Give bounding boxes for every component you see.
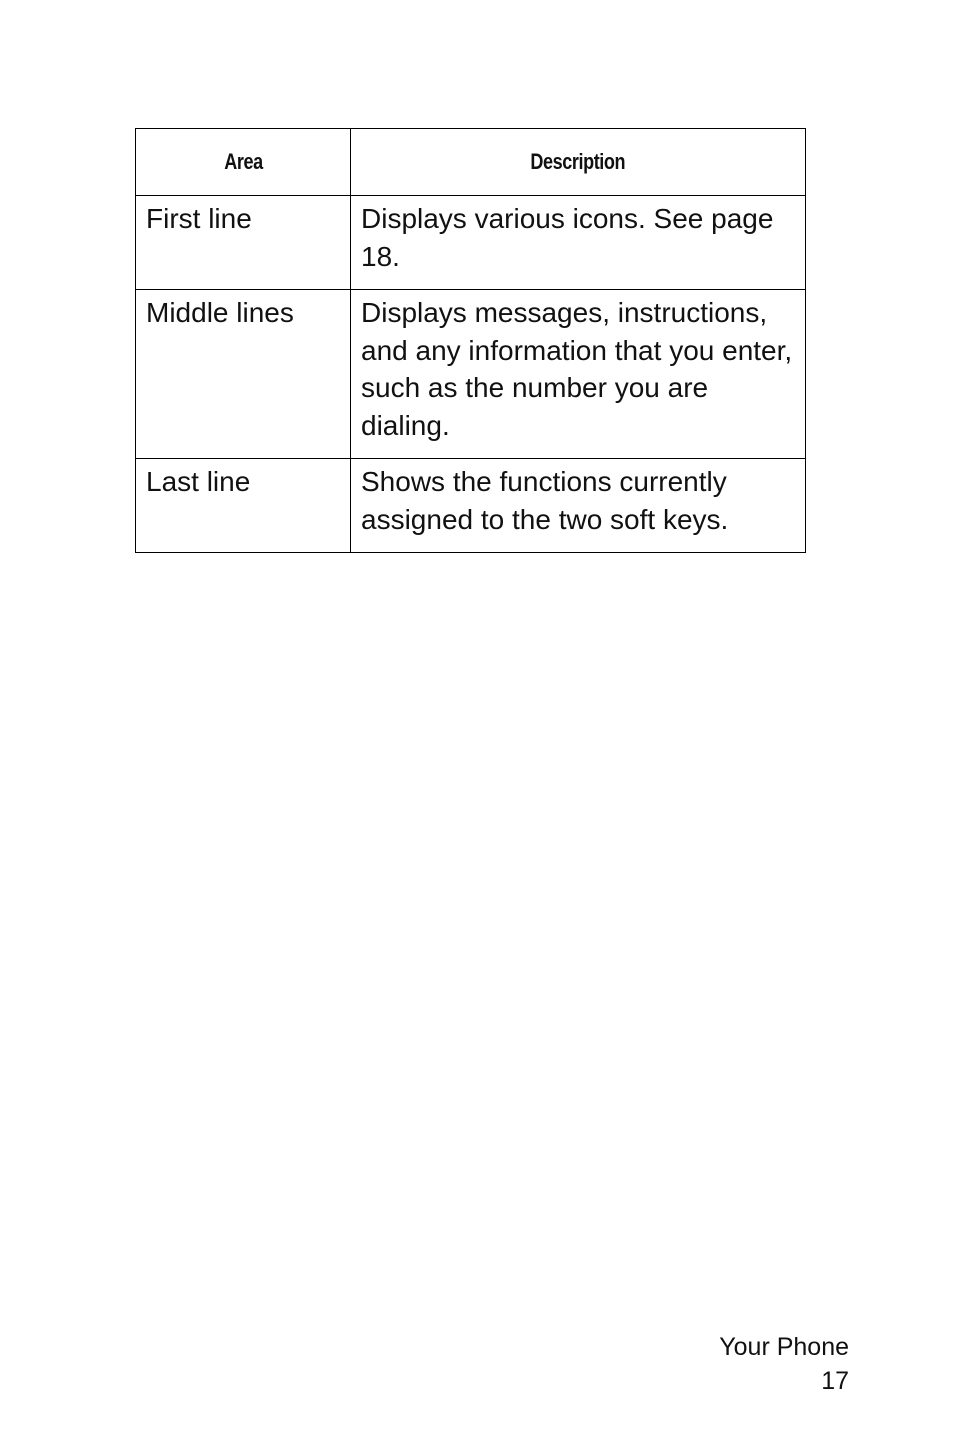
table-row (136, 459, 806, 553)
header-description: Description (351, 129, 806, 196)
table-row (136, 290, 806, 459)
table-header-row (136, 129, 806, 196)
header-area: Area (136, 129, 351, 196)
table-row (136, 196, 806, 290)
footer-section-title: Your Phone (719, 1333, 849, 1361)
description-cell: Displays messages, instructions, and any information that you enter, such as the number you are dialing. (351, 290, 806, 459)
display-areas-table (135, 128, 806, 553)
page-number: 17 (821, 1367, 849, 1395)
area-cell: Middle lines (136, 290, 351, 459)
description-cell: Shows the functions currently assigned to the two soft keys. (351, 459, 806, 553)
area-cell: Last line (136, 459, 351, 553)
page-footer (719, 1330, 849, 1398)
area-cell: First line (136, 196, 351, 290)
description-cell: Displays various icons. See page 18. (351, 196, 806, 290)
